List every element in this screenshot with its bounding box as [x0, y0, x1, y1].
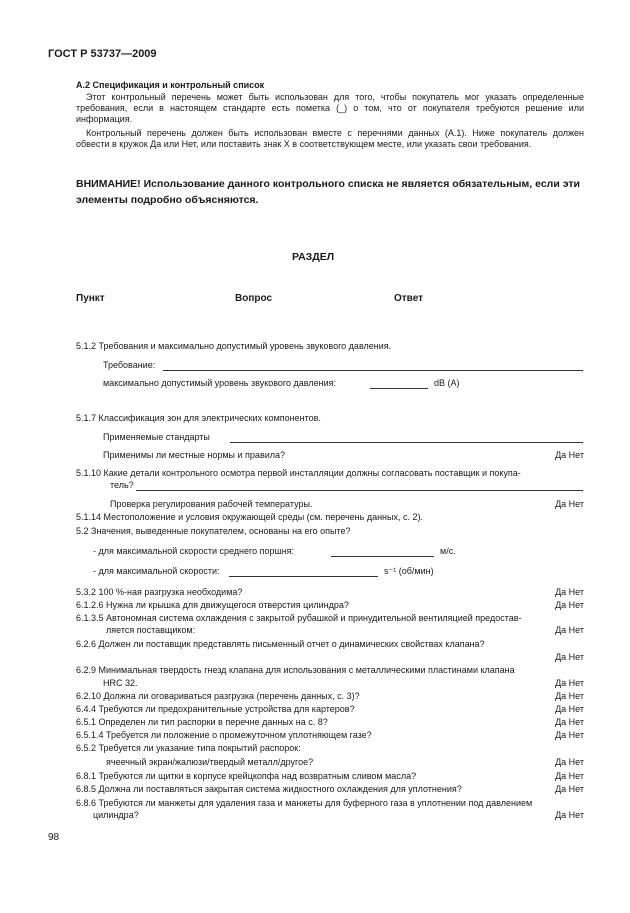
- item-6-2-10: 6.2.10 Должна ли оговариваться разгрузка (перечень данных, с. 3)?: [76, 691, 360, 701]
- column-header-question: Вопрос: [235, 293, 273, 304]
- item-5-1-7: 5.1.7 Классификация зон для электрических компонентов.: [76, 413, 321, 423]
- max-sound-unit: dB (A): [434, 378, 460, 388]
- standards-label: Применяемые стандарты: [103, 432, 210, 442]
- local-rules-question: Применимы ли местные нормы и правила?: [103, 450, 286, 460]
- max-sound-label: максимально допустимый уровень звукового давления:: [103, 378, 336, 388]
- item-6-1-2-6: 6.1.2.6 Нужна ли крышка для движущегося отверстия цилиндра?: [76, 600, 349, 610]
- item-5-1-2: 5.1.2 Требования и максимально допустимый уровень звукового давления.: [76, 341, 392, 351]
- item-6-5-1-4: 6.5.1.4 Требуется ли положение о промежуточном уплотняющем газе?: [76, 730, 372, 740]
- item-6-5-1: 6.5.1 Определен ли тип распорки в перечне данных на с. 8?: [76, 717, 328, 727]
- yes-no-6-1-2-6[interactable]: Да Нет: [555, 600, 584, 610]
- item-6-2-9: 6.2.9 Минимальная твердость гнезд клапана для использования с металлическими пластинами клапана: [76, 665, 515, 675]
- section-title: РАЗДЕЛ: [292, 251, 335, 263]
- yes-no-local-rules[interactable]: Да Нет: [555, 450, 584, 460]
- item-6-8-6-cont: цилиндра?: [93, 810, 139, 820]
- item-6-8-6: 6.8.6 Требуются ли манжеты для удаления газа и манжеты для буферного газа в уплотнении под давлением: [76, 798, 533, 808]
- yes-no-6-8-1[interactable]: Да Нет: [555, 771, 584, 781]
- paragraph-2: Контрольный перечень должен быть использован вместе с перечнями данных (А.1). Ниже покупатель должен обвести в кружок Да или Нет, или поставить знак Х в соответствующем месте, или указать свои требования.: [76, 128, 584, 149]
- yes-no-6-5-1-4[interactable]: Да Нет: [555, 730, 584, 740]
- item-5-1-14: 5.1.14 Местоположение и условия окружающей среды (см. перечень данных, с. 2).: [76, 512, 423, 522]
- item-6-2-6: 6.2.6 Должен ли поставщик представлять письменный отчет о динамических свойствах клапана?: [76, 639, 485, 649]
- max-speed-field[interactable]: [229, 576, 378, 577]
- yes-no-6-8-6[interactable]: Да Нет: [555, 810, 584, 820]
- item-6-2-9-cont: HRC 32.: [103, 678, 138, 688]
- yes-no-6-4-4[interactable]: Да Нет: [555, 704, 584, 714]
- yes-no-6-8-5[interactable]: Да Нет: [555, 784, 584, 794]
- yes-no-6-2-6[interactable]: Да Нет: [555, 652, 584, 662]
- section-heading-a2: А.2 Спецификация и контрольный список: [76, 80, 265, 90]
- item-5-2: 5.2 Значения, выведенные покупателем, основаны на его опыте?: [76, 526, 351, 536]
- item-5-1-10-cont: тель?: [110, 480, 134, 490]
- item-6-5-2-cont: ячеечный экран/жалюзи/твердый металл/другое?: [106, 757, 314, 767]
- item-5-3-2: 5.3.2 100 %-ная разгрузка необходима?: [76, 587, 243, 597]
- piston-speed-unit: м/с.: [440, 546, 456, 556]
- item-6-8-1: 6.8.1 Требуются ли щитки в корпусе крейцкопфа над возвратным сливом масла?: [76, 771, 417, 781]
- column-header-answer: Ответ: [394, 293, 424, 304]
- standards-field[interactable]: [230, 442, 583, 443]
- item-6-5-2: 6.5.2 Требуется ли указание типа покрытий распорок:: [76, 743, 301, 753]
- requirement-label: Требование:: [103, 360, 156, 370]
- yes-no-6-5-1[interactable]: Да Нет: [555, 717, 584, 727]
- yes-no-6-2-9[interactable]: Да Нет: [555, 678, 584, 688]
- column-header-item: Пункт: [76, 293, 105, 304]
- max-sound-field[interactable]: [370, 388, 428, 389]
- yes-no-temperature[interactable]: Да Нет: [555, 499, 584, 509]
- inspection-details-field[interactable]: [136, 490, 583, 491]
- warning-notice: ВНИМАНИЕ! Использование данного контрольного списка не является обязательным, если эти элементы подробно объясняются.: [76, 178, 580, 206]
- item-6-1-3-5-cont: ляется поставщиком:: [106, 625, 196, 635]
- requirement-field[interactable]: [163, 370, 583, 371]
- yes-no-5-3-2[interactable]: Да Нет: [555, 587, 584, 597]
- yes-no-6-5-2[interactable]: Да Нет: [555, 757, 584, 767]
- item-6-8-5: 6.8.5 Должна ли поставляться закрытая система жидкостного охлаждения для уплотнения?: [76, 784, 462, 794]
- item-6-4-4: 6.4.4 Требуются ли предохранительные устройства для картеров?: [76, 704, 355, 714]
- max-speed-unit: s⁻¹ (об/мин): [384, 566, 434, 576]
- page-number: 98: [48, 832, 60, 843]
- item-5-1-10: 5.1.10 Какие детали контрольного осмотра первой инсталляции должны согласовать поставщик и покупа-: [76, 468, 521, 478]
- paragraph-1: Этот контрольный перечень может быть использован для того, чтобы покупатель мог указать определенные требования, если в настоящем стандарте есть пометка (_) о том, что от покупателя требуются решение или информация.: [76, 92, 584, 124]
- item-6-1-3-5: 6.1.3.5 Автономная система охлаждения с закрытой рубашкой и принудительной вентиляцией предостав-: [76, 613, 522, 623]
- piston-speed-field[interactable]: [331, 556, 434, 557]
- max-speed-label: - для максимальной скорости:: [93, 566, 220, 576]
- yes-no-6-2-10[interactable]: Да Нет: [555, 691, 584, 701]
- piston-speed-label: - для максимальной скорости среднего поршня:: [93, 546, 295, 556]
- yes-no-6-1-3-5[interactable]: Да Нет: [555, 625, 584, 635]
- document-header: ГОСТ Р 53737—2009: [48, 48, 157, 60]
- temperature-check: Проверка регулирования рабочей температуры.: [110, 499, 313, 509]
